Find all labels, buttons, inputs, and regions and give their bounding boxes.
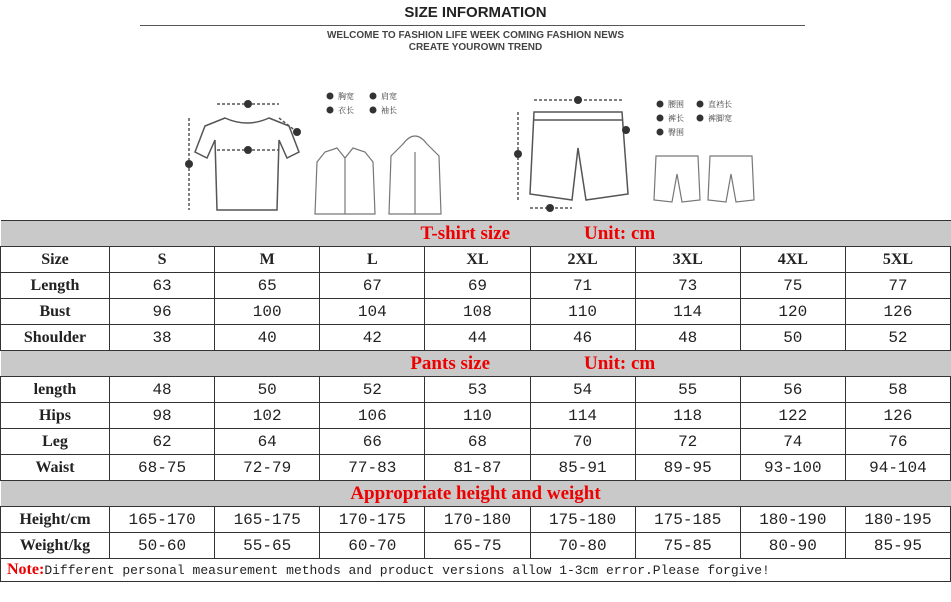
size-col-2xl: 2XL — [530, 247, 635, 273]
tshirt-row-length — [1, 273, 951, 299]
table-cell: 180-190 — [740, 507, 845, 533]
table-cell: 80-90 — [740, 533, 845, 559]
fit-row-weight — [1, 533, 951, 559]
pants-legend-1: 腰围 — [668, 100, 684, 109]
note-text: Different personal measurement methods and product versions allow 1-3cm error.Please forgive! — [44, 563, 770, 578]
tshirt-icon — [189, 104, 299, 210]
size-header-label: Size — [1, 247, 110, 273]
table-cell: 74 — [740, 429, 845, 455]
table-cell: 89-95 — [635, 455, 740, 481]
table-cell: 165-170 — [110, 507, 215, 533]
table-cell: 48 — [635, 325, 740, 351]
table-cell: 44 — [425, 325, 530, 351]
table-cell: 75 — [740, 273, 845, 299]
table-cell: 55-65 — [215, 533, 320, 559]
tshirt-row-shoulder — [1, 325, 951, 351]
table-cell: 106 — [320, 403, 425, 429]
tshirt-legend-4: 袖长 — [381, 106, 397, 115]
table-cell: 170-180 — [425, 507, 530, 533]
table-cell: 114 — [530, 403, 635, 429]
size-header-row — [1, 247, 951, 273]
table-cell: 96 — [110, 299, 215, 325]
pants-legend-2: 裤长 — [668, 114, 684, 123]
table-cell: 104 — [320, 299, 425, 325]
small-shorts-icon-2 — [708, 156, 754, 202]
table-cell: 54 — [530, 377, 635, 403]
table-cell: 72-79 — [215, 455, 320, 481]
table-cell: 126 — [845, 299, 950, 325]
subtitle-line-1: WELCOME TO FASHION LIFE WEEK COMING FASHION NEWS — [326, 30, 625, 41]
table-cell: 63 — [110, 273, 215, 299]
table-cell: 122 — [740, 403, 845, 429]
row-label: Waist — [1, 455, 110, 481]
pants-row-hips — [1, 403, 951, 429]
table-cell: 60-70 — [320, 533, 425, 559]
table-cell: 114 — [635, 299, 740, 325]
row-label: Length — [1, 273, 110, 299]
table-cell: 81-87 — [425, 455, 530, 481]
table-cell: 110 — [530, 299, 635, 325]
table-cell: 100 — [215, 299, 320, 325]
note-row — [1, 559, 951, 582]
tshirt-legend-2: 衣长 — [338, 106, 354, 115]
table-cell: 75-85 — [635, 533, 740, 559]
table-cell: 175-180 — [530, 507, 635, 533]
table-cell: 38 — [110, 325, 215, 351]
size-table — [0, 220, 951, 582]
row-label: Leg — [1, 429, 110, 455]
table-cell: 68 — [425, 429, 530, 455]
row-label: Hips — [1, 403, 110, 429]
row-label: Shoulder — [1, 325, 110, 351]
pants-row-length — [1, 377, 951, 403]
tshirt-legend — [327, 91, 398, 115]
pants-row-waist — [1, 455, 951, 481]
table-cell: 65-75 — [425, 533, 530, 559]
table-cell: 85-91 — [530, 455, 635, 481]
subtitle-line-2: CREATE YOUROWN TREND — [408, 42, 543, 53]
row-label: Weight/kg — [1, 533, 110, 559]
table-cell: 42 — [320, 325, 425, 351]
table-cell: 62 — [110, 429, 215, 455]
row-label: length — [1, 377, 110, 403]
size-col-m: M — [215, 247, 320, 273]
pants-unit-label: Unit: cm — [584, 352, 656, 374]
table-cell: 85-95 — [845, 533, 950, 559]
size-col-5xl: 5XL — [845, 247, 950, 273]
size-col-xl: XL — [425, 247, 530, 273]
row-label: Bust — [1, 299, 110, 325]
table-cell: 93-100 — [740, 455, 845, 481]
table-cell: 108 — [425, 299, 530, 325]
shorts-icon — [518, 100, 628, 208]
pants-legend — [657, 99, 733, 137]
table-cell: 76 — [845, 429, 950, 455]
table-cell: 94-104 — [845, 455, 950, 481]
table-cell: 120 — [740, 299, 845, 325]
table-cell: 71 — [530, 273, 635, 299]
table-cell: 180-195 — [845, 507, 950, 533]
tshirt-legend-3: 肩宽 — [381, 92, 397, 101]
table-cell: 69 — [425, 273, 530, 299]
table-cell: 65 — [215, 273, 320, 299]
table-cell: 50-60 — [110, 533, 215, 559]
table-cell: 110 — [425, 403, 530, 429]
table-cell: 70 — [530, 429, 635, 455]
tshirt-unit-label: Unit: cm — [584, 222, 656, 244]
pants-row-leg — [1, 429, 951, 455]
table-cell: 52 — [845, 325, 950, 351]
tshirt-measurement-illustration — [175, 82, 455, 218]
fit-section-title: Appropriate height and weight — [350, 482, 601, 504]
table-cell: 118 — [635, 403, 740, 429]
table-cell: 50 — [215, 377, 320, 403]
table-cell: 98 — [110, 403, 215, 429]
table-cell: 77-83 — [320, 455, 425, 481]
table-cell: 58 — [845, 377, 950, 403]
table-cell: 70-80 — [530, 533, 635, 559]
size-col-4xl: 4XL — [740, 247, 845, 273]
size-col-l: L — [320, 247, 425, 273]
tshirt-band — [1, 221, 951, 247]
table-cell: 175-185 — [635, 507, 740, 533]
table-cell: 50 — [740, 325, 845, 351]
table-cell: 170-175 — [320, 507, 425, 533]
table-cell: 72 — [635, 429, 740, 455]
table-cell: 53 — [425, 377, 530, 403]
table-cell: 73 — [635, 273, 740, 299]
pants-measurement-illustration — [510, 82, 770, 218]
table-cell: 46 — [530, 325, 635, 351]
row-label: Height/cm — [1, 507, 110, 533]
tshirt-legend-1: 胸宽 — [338, 92, 354, 101]
table-cell: 77 — [845, 273, 950, 299]
pants-legend-3: 臀围 — [668, 128, 684, 137]
table-cell: 55 — [635, 377, 740, 403]
table-cell: 67 — [320, 273, 425, 299]
shirt-icon — [315, 148, 375, 214]
note-label: Note: — [7, 561, 45, 578]
page-title: SIZE INFORMATION — [404, 4, 547, 21]
hoodie-icon — [389, 136, 441, 214]
table-cell: 165-175 — [215, 507, 320, 533]
size-col-s: S — [110, 247, 215, 273]
fit-band — [1, 481, 951, 507]
tshirt-row-bust — [1, 299, 951, 325]
table-cell: 52 — [320, 377, 425, 403]
pants-section-title: Pants size — [410, 352, 490, 374]
pants-band — [1, 351, 951, 377]
table-cell: 102 — [215, 403, 320, 429]
small-shorts-icon-1 — [654, 156, 700, 202]
size-col-3xl: 3XL — [635, 247, 740, 273]
tshirt-section-title: T-shirt size — [420, 222, 510, 244]
table-cell: 56 — [740, 377, 845, 403]
title-underline — [140, 25, 805, 26]
pants-legend-4: 直裆长 — [708, 100, 732, 109]
pants-legend-5: 裤脚宽 — [708, 114, 732, 123]
table-cell: 40 — [215, 325, 320, 351]
table-cell: 64 — [215, 429, 320, 455]
table-cell: 126 — [845, 403, 950, 429]
fit-row-height — [1, 507, 951, 533]
table-cell: 48 — [110, 377, 215, 403]
table-cell: 68-75 — [110, 455, 215, 481]
table-cell: 66 — [320, 429, 425, 455]
